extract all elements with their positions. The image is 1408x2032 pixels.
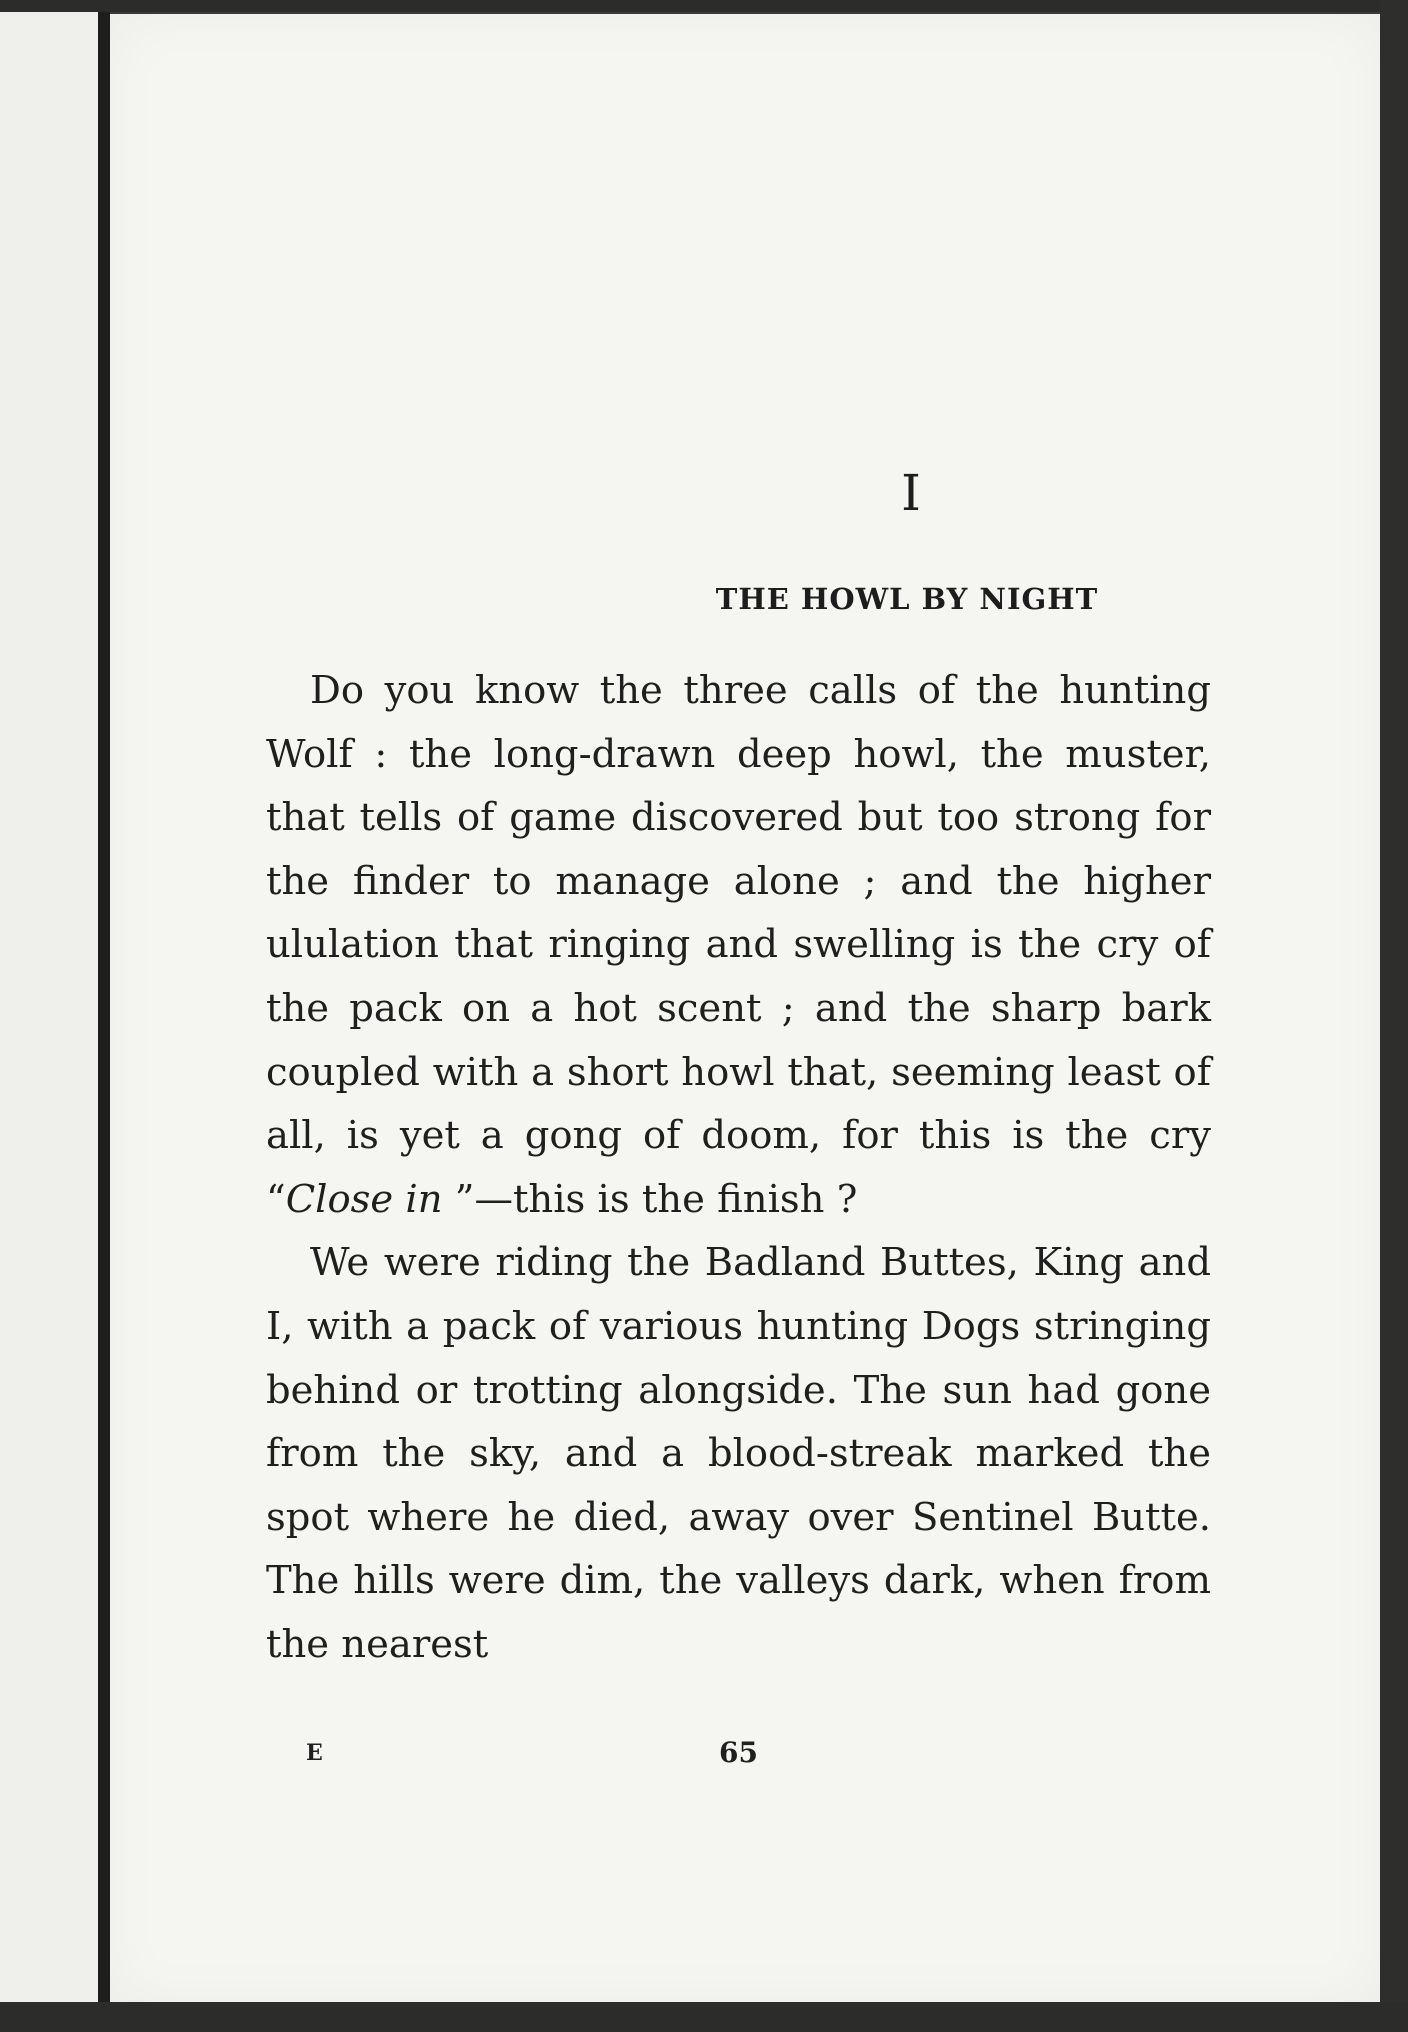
book-gutter [98, 12, 110, 2002]
scan-bottom-edge [0, 2002, 1408, 2032]
facing-page-edge [0, 12, 98, 2002]
signature-mark: E [306, 1740, 323, 1766]
page-footer [266, 1736, 1211, 1776]
chapter-number: I [901, 464, 921, 522]
paragraph-1-text: Do you know the three calls of the hunting Wolf : the long-drawn deep howl, the muster, that tells of game discovered but too strong for the finder to manage alone ; and the higher ululation that ringing and swelling is the cry of the pack on a hot scent ; and the sharp bark coupled with a short howl that, seeming least of all, is yet a gong of doom, for this is the cry “ [266, 668, 1211, 1222]
body-text [266, 659, 1211, 1677]
page-number: 65 [719, 1736, 758, 1769]
paragraph-1 [266, 659, 1211, 1231]
paragraph-1-emphasis: Close in [285, 1176, 443, 1222]
chapter-title: THE HOWL BY NIGHT [715, 582, 1099, 616]
book-page [110, 14, 1380, 2004]
scan-right-edge [1380, 0, 1408, 2032]
scan-top-edge [0, 0, 1408, 12]
paragraph-2: We were riding the Badland Buttes, King and I, with a pack of various hunting Dogs stringing behind or trotting alongside. The sun had gone from the sky, and a blood-streak marked the spot where he died, away over Sentinel Butte. The hills were dim, the valleys dark, when from the nearest [266, 1240, 1211, 1667]
paragraph-1-tail: ”—this is the finish ? [442, 1176, 858, 1222]
